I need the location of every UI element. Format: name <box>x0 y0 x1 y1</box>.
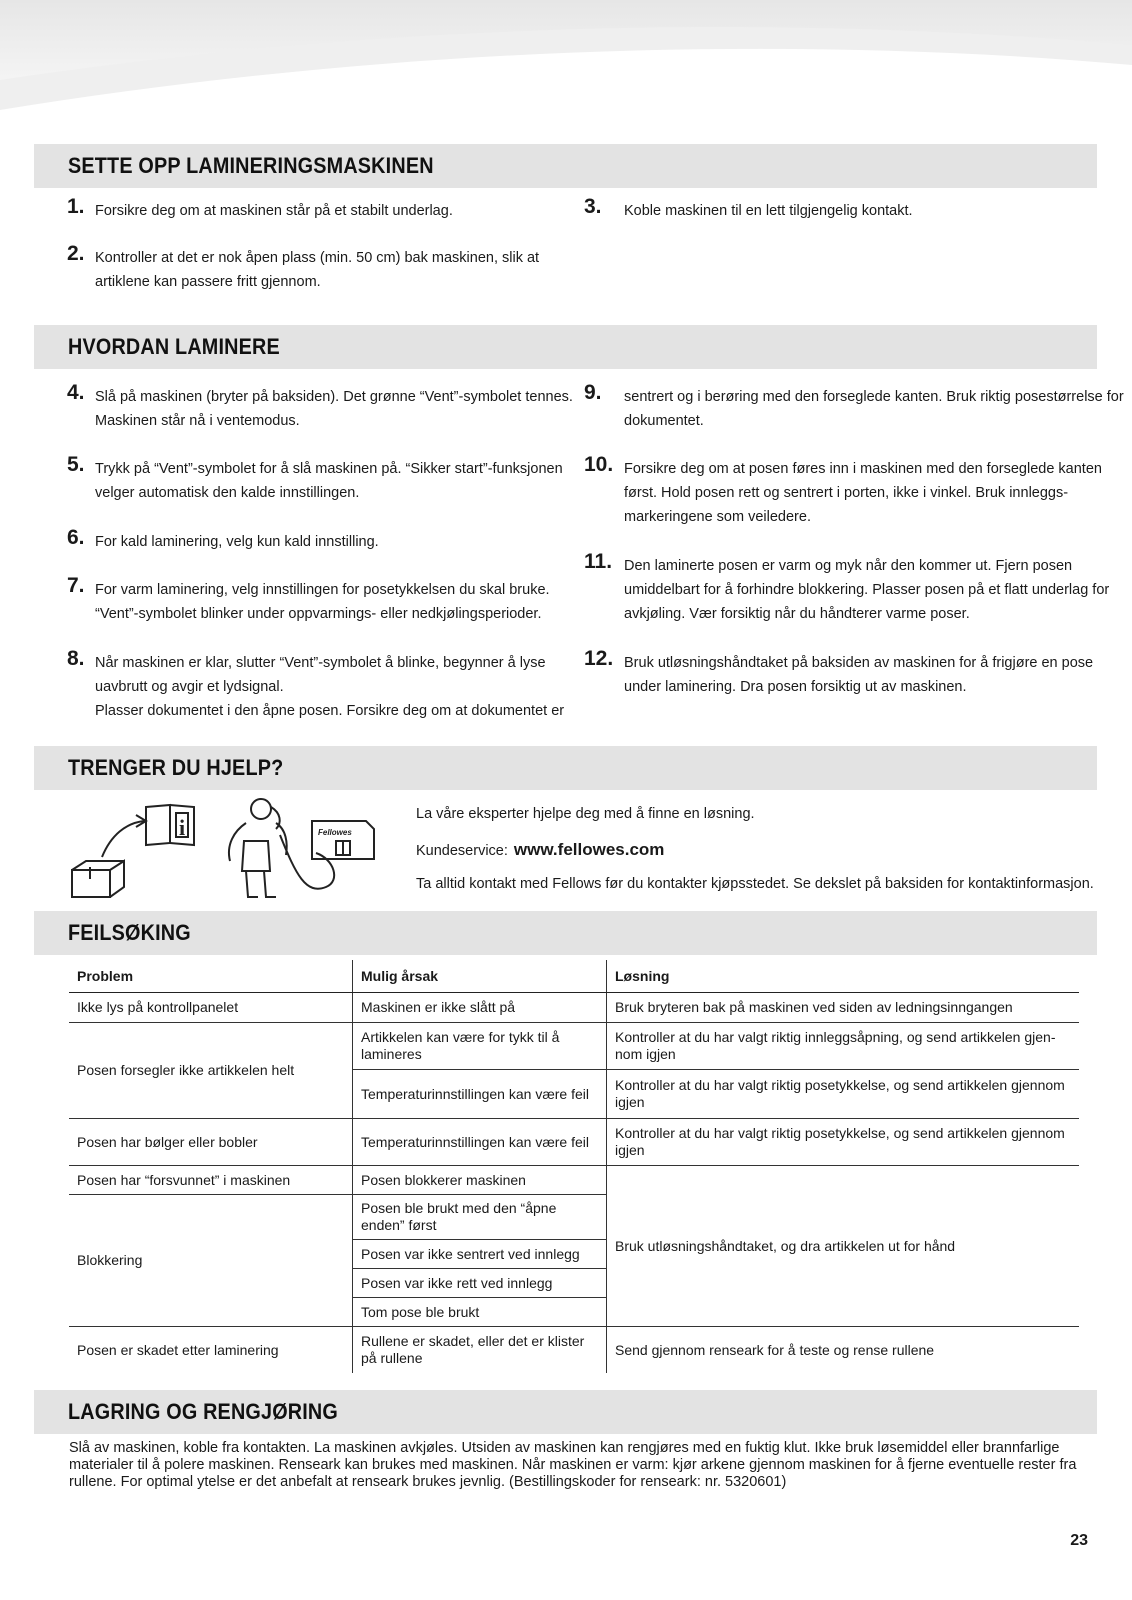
step-number: 11. <box>584 550 613 573</box>
step-text: Bruk utløsningshåndtaket på baksiden av maskinen for å frigjøre en pose <box>624 655 1094 671</box>
step-text: Maskinen står nå i ventemodus. <box>95 413 300 429</box>
solution-cell: Bruk bryteren bak på maskinen ved siden av ledningsinngangen <box>607 993 1080 1023</box>
troubleshooting-table <box>69 960 1079 1373</box>
step-number: 9. <box>584 381 602 404</box>
solution-cell: Kontroller at du har valgt riktig posetykkelse, og send artikkelen gjennom igjen <box>607 1070 1080 1119</box>
step-text: sentrert og i berøring med den forseglede kanten. Bruk riktig posestørrelse for <box>624 389 1124 405</box>
info-book-icon <box>146 805 194 845</box>
cause-cell: Artikkelen kan være for tykk til å lamineres <box>353 1023 607 1070</box>
header-swoosh-graphic <box>0 0 1132 130</box>
step-text: uavbrutt og avgir et lydsignal. <box>95 679 284 695</box>
person-phone-icon <box>229 799 334 897</box>
header-problem: Problem <box>69 960 353 993</box>
step-number: 6. <box>67 526 85 549</box>
solution-cell: Send gjennom renseark for å teste og rense rullene <box>607 1327 1080 1374</box>
step-text: Den laminerte posen er varm og myk når den kommer ut. Fjern posen <box>624 558 1073 574</box>
cause-cell: Posen ble brukt med den “åpne enden” først <box>353 1195 607 1240</box>
step-text: For kald laminering, velg kun kald innstilling. <box>95 534 379 550</box>
table-header-row <box>69 960 1079 993</box>
cause-cell: Temperaturinnstillingen kan være feil <box>353 1119 607 1166</box>
step-text: For varm laminering, velg innstillingen for posetykkelsen du skal bruke. <box>95 582 550 598</box>
solution-cell: Bruk utløsningshåndtaket, og dra artikkelen ut for hånd <box>607 1166 1080 1327</box>
table-row <box>69 1119 1079 1166</box>
step-number: 8. <box>67 647 85 670</box>
cause-cell: Tom pose ble brukt <box>353 1298 607 1327</box>
service-label: Kundeservice: <box>416 843 508 859</box>
cause-cell: Rullene er skadet, eller det er klister på rullene <box>353 1327 607 1374</box>
step-text: under laminering. Dra posen forsiktig ut av maskinen. <box>624 679 967 695</box>
problem-cell: Ikke lys på kontrollpanelet <box>69 993 353 1023</box>
step-number: 4. <box>67 381 85 404</box>
solution-cell: Kontroller at du har valgt riktig innleggsåpning, og send artikkelen gjen-nom igjen <box>607 1023 1080 1070</box>
step-text: “Vent”-symbolet blinker under oppvarmings- eller nedkjølingsperioder. <box>95 606 542 622</box>
problem-cell: Posen er skadet etter laminering <box>77 1341 279 1358</box>
solution-cell: Kontroller at du har valgt riktig posetykkelse, og send artikkelen gjennom igjen <box>607 1119 1080 1166</box>
section-bar-setup <box>34 144 1097 188</box>
cause-cell: Posen var ikke sentrert ved innlegg <box>353 1240 607 1269</box>
step-number: 2. <box>67 242 85 265</box>
help-line-1: La våre eksperter hjelpe deg med å finne en løsning. <box>416 806 755 822</box>
step-number: 7. <box>67 574 85 597</box>
help-line-2 <box>416 840 664 860</box>
step-text: først. Hold posen rett og sentrert i porten, ikke i vinkel. Bruk innleggs- <box>624 485 1069 501</box>
page-number: 23 <box>1070 1532 1088 1549</box>
section-title-storage: LAGRING OG RENGJØRING <box>68 1399 338 1424</box>
section-title-laminate: HVORDAN LAMINERE <box>68 334 280 359</box>
cause-cell: Temperaturinnstillingen kan være feil <box>353 1070 607 1119</box>
section-title-help: TRENGER DU HJELP? <box>68 755 284 780</box>
step-number: 12. <box>584 647 614 670</box>
section-bar-troubleshooting <box>34 911 1097 955</box>
step-text: dokumentet. <box>624 413 704 429</box>
section-bar-help <box>34 746 1097 790</box>
step-text: Koble maskinen til en lett tilgjengelig kontakt. <box>624 203 913 219</box>
step-text: Forsikre deg om at posen føres inn i maskinen med den forseglede kanten <box>624 461 1102 477</box>
step-text: Kontroller at det er nok åpen plass (min. 50 cm) bak maskinen, slik at <box>95 250 540 266</box>
step-number: 3. <box>584 195 602 218</box>
svg-text:i: i <box>178 815 186 840</box>
header-solution: Løsning <box>607 960 1080 993</box>
step-number: 10. <box>584 453 614 476</box>
cause-cell: Posen blokkerer maskinen <box>353 1166 607 1195</box>
cause-cell: Maskinen er ikke slått på <box>353 993 607 1023</box>
section-bar-laminate <box>34 325 1097 369</box>
problem-cell: Posen har “forsvunnet” i maskinen <box>69 1166 353 1195</box>
step-number: 5. <box>67 453 85 476</box>
step-text: Slå på maskinen (bryter på baksiden). Det grønne “Vent”-symbolet tennes. <box>95 389 573 405</box>
step-text: Trykk på “Vent”-symbolet for å slå maskinen på. “Sikker start”-funksjonen <box>95 461 563 477</box>
problem-cell: Posen forsegler ikke artikkelen helt <box>69 1023 353 1119</box>
table-row <box>69 993 1079 1023</box>
step-text: Når maskinen er klar, slutter “Vent”-symbolet å blinke, begynner å lyse <box>95 655 546 671</box>
section-title-troubleshooting: FEILSØKING <box>68 920 191 945</box>
step-text: artiklene kan passere fritt gjennom. <box>95 274 321 290</box>
step-text: markeringene som veiledere. <box>624 509 811 525</box>
help-line-3: Ta alltid kontakt med Fellows før du kontakter kjøpsstedet. Se dekslet på baksiden for kontaktinformasjon. <box>416 876 1094 892</box>
header-cause: Mulig årsak <box>353 960 607 993</box>
help-illustration <box>66 795 386 905</box>
table-row <box>69 1023 1079 1070</box>
step-text: avkjøling. Vær forsiktig når du håndterer varme poser. <box>624 606 970 622</box>
table-row <box>69 1166 1079 1195</box>
brand-logo-text: Fellowes <box>318 828 352 837</box>
step-text: Plasser dokumentet i den åpne posen. Forsikre deg om at dokumentet er <box>95 703 565 719</box>
cause-cell: Posen var ikke rett ved innlegg <box>353 1269 607 1298</box>
problem-cell: Blokkering <box>69 1195 353 1327</box>
section-title-setup: SETTE OPP LAMINERINGSMASKINEN <box>68 153 434 178</box>
step-text: Forsikre deg om at maskinen står på et stabilt underlag. <box>95 203 453 219</box>
storage-text: Slå av maskinen, koble fra kontakten. La maskinen avkjøles. Utsiden av maskinen kan rengjøres med en fuktig klut. Ikke bruk løsemiddel eller brannfarlige materialer til å polere maskinen. Renseark kan brukes med maskinen. Når maskinen er varm: kjør arkene gjennom maskinen for å fjerne eventuelle rester fra rullene. For optimal ytelse er det anbefalt at renseark brukes jevnlig. (Bestillingskoder for renseark: nr. 5320601) <box>69 1440 1077 1490</box>
machine-icon <box>312 821 374 859</box>
problem-cell: Posen har bølger eller bobler <box>69 1119 353 1166</box>
website-link[interactable]: www.fellowes.com <box>513 840 665 859</box>
section-bar-storage <box>34 1390 1097 1434</box>
box-icon <box>72 861 124 897</box>
step-text: umiddelbart for å forhindre blokkering. Plasser posen på et flatt underlag for <box>624 582 1110 598</box>
step-text: velger automatisk den kalde innstillingen. <box>95 485 360 501</box>
table-row <box>69 1327 1079 1374</box>
step-number: 1. <box>67 195 85 218</box>
